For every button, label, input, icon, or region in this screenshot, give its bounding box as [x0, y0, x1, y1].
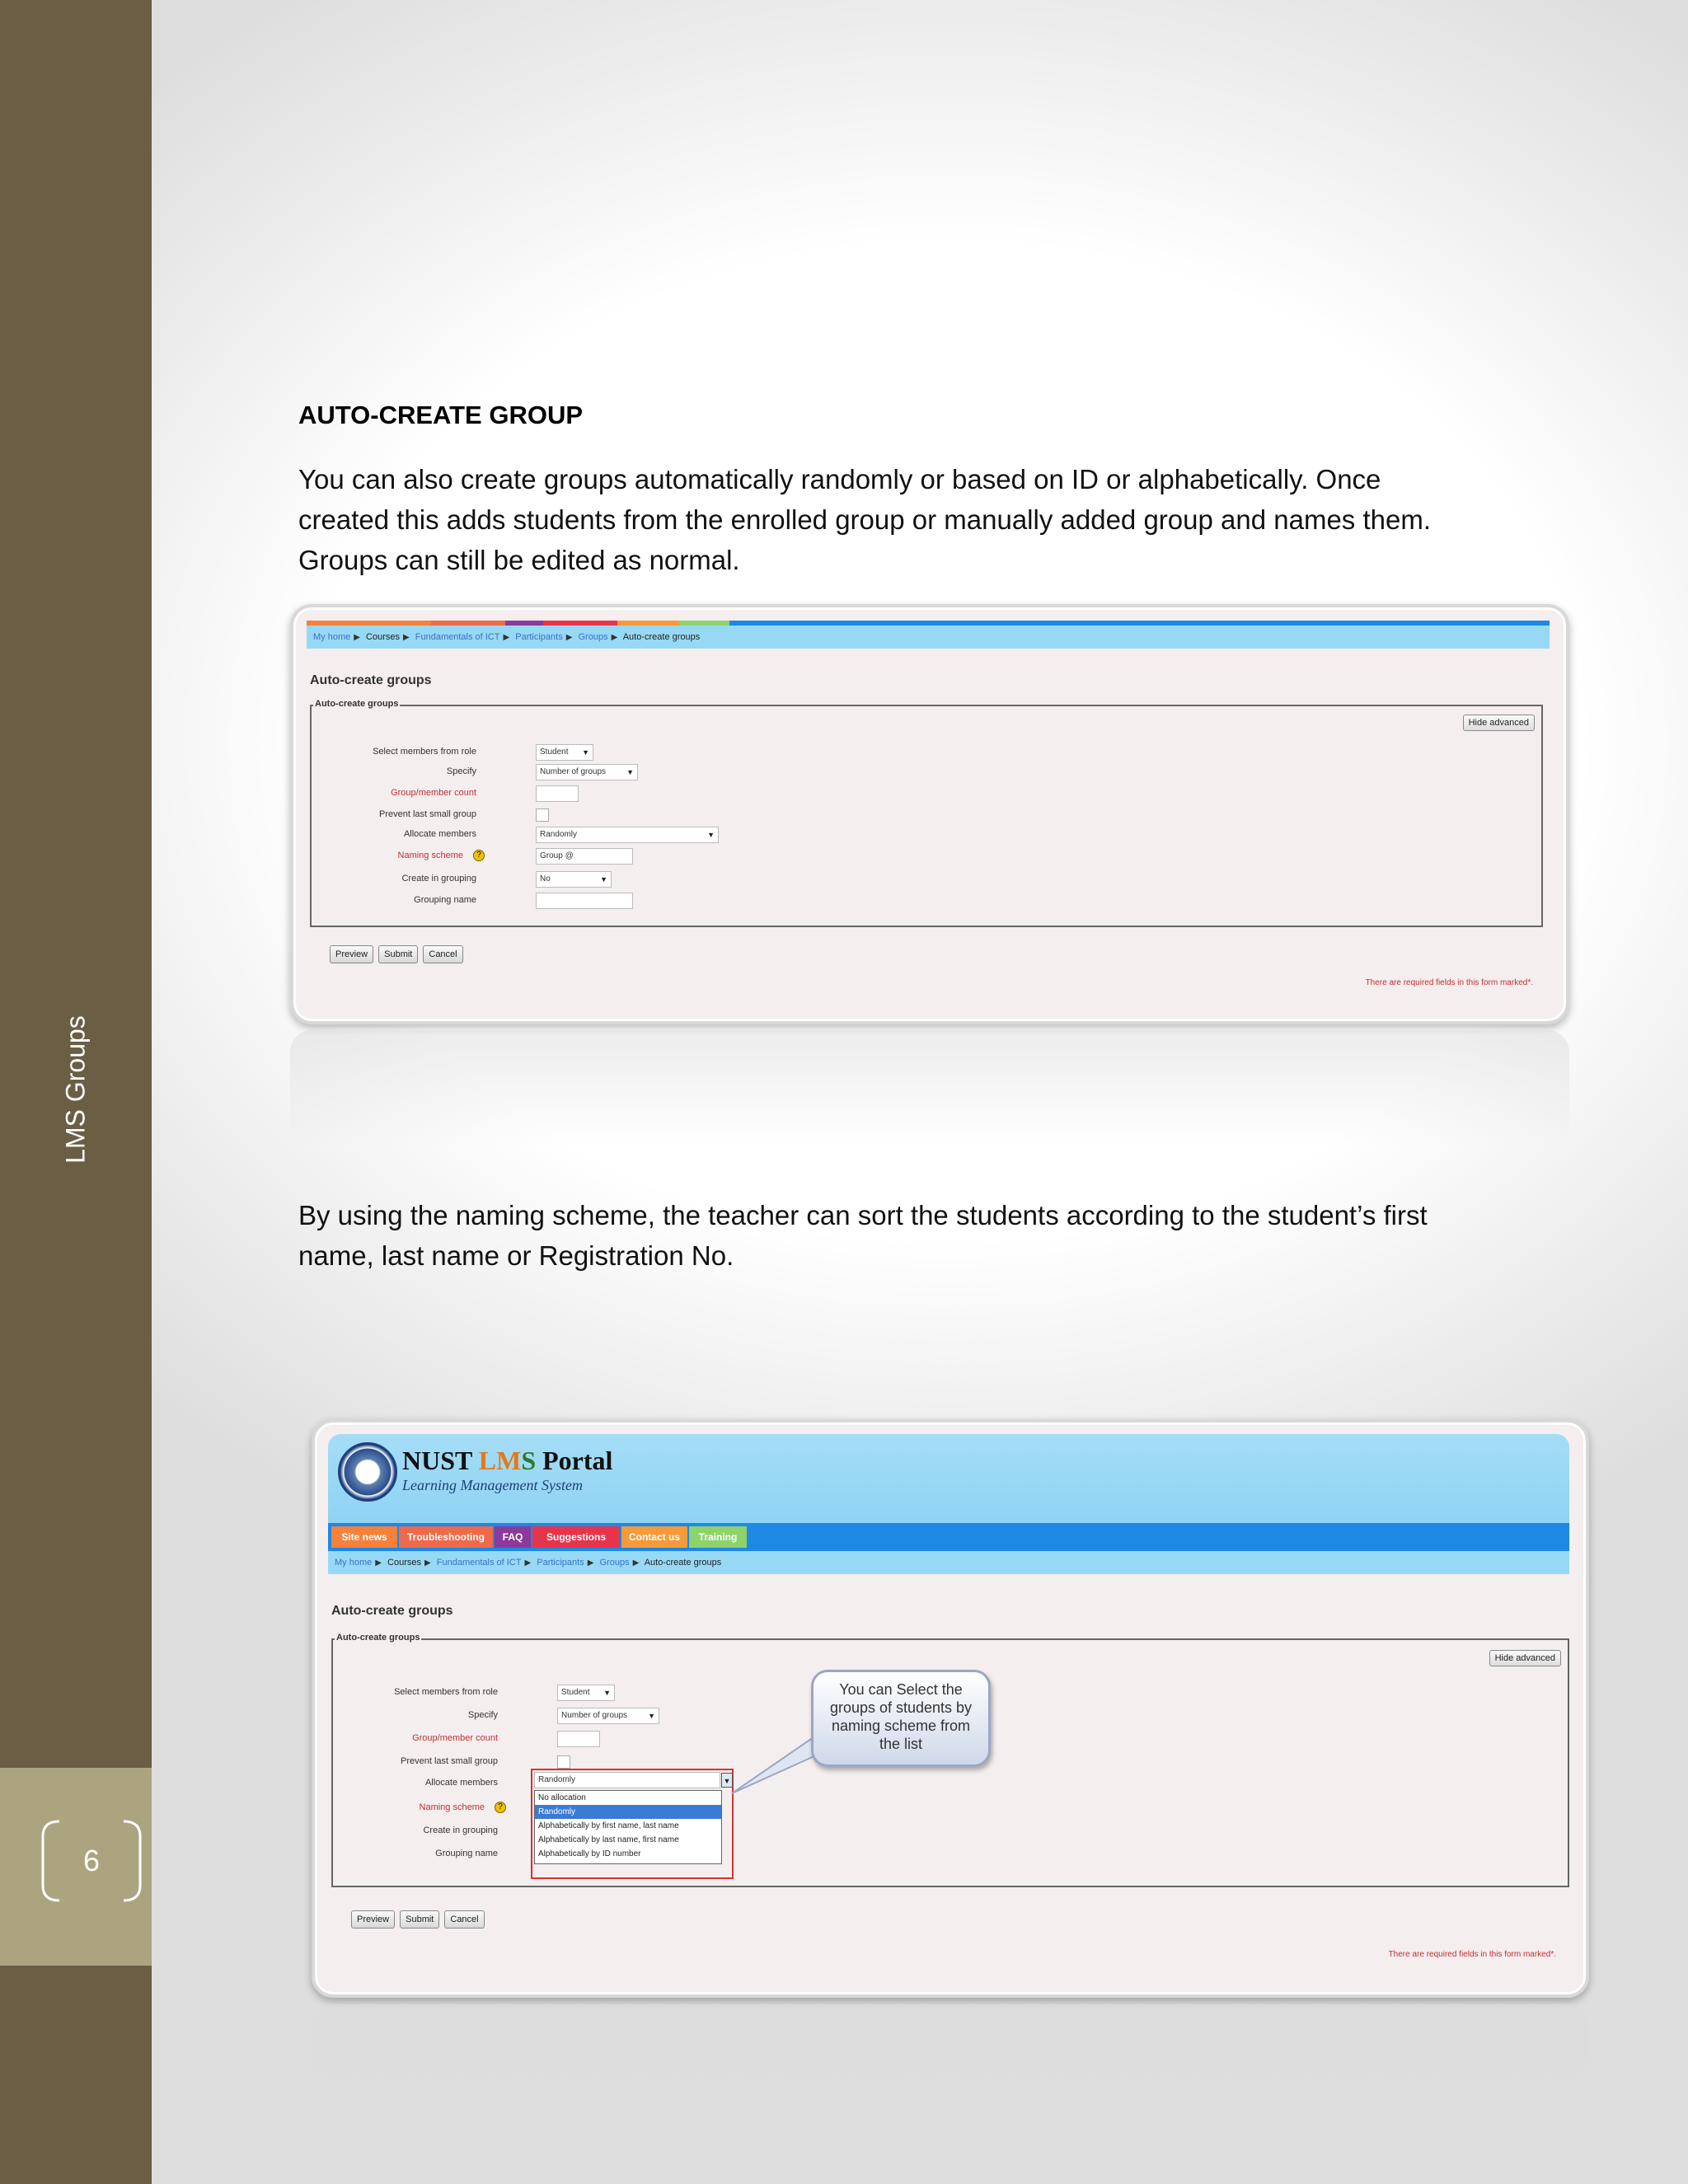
prevent-small-checkbox[interactable] [557, 1755, 570, 1769]
portal-title: NUST LMS Portal [402, 1446, 613, 1475]
screenshot-auto-create-form [290, 604, 1569, 1024]
specify-label: Specify [446, 766, 476, 776]
portal-subtitle: Learning Management System [402, 1477, 583, 1493]
chevron-down-icon: ▼ [707, 831, 715, 839]
naming-scheme-row [345, 848, 921, 866]
option-last-first[interactable]: Alphabetically by last name, first name [538, 1835, 679, 1844]
prevent-small-label: Prevent last small group [401, 1756, 498, 1766]
group-count-label: Group/member count [412, 1733, 498, 1743]
group-count-input[interactable] [536, 785, 579, 802]
breadcrumb-current: Auto-create groups [644, 1558, 722, 1568]
breadcrumb-groups[interactable]: Groups [599, 1558, 630, 1568]
screenshot-reflection [312, 2004, 1589, 2169]
form-fieldset [310, 699, 1543, 927]
grouping-name-input[interactable] [536, 893, 633, 909]
group-count-input[interactable] [557, 1731, 600, 1747]
chevron-down-icon: ▼ [582, 748, 589, 757]
allocate-members-label: Allocate members [424, 1778, 498, 1788]
form-heading: Auto-create groups [310, 673, 432, 687]
portal-navbar [328, 1523, 1569, 1551]
nav-site-news[interactable]: Site news [331, 1526, 397, 1548]
cancel-button[interactable]: Cancel [423, 945, 462, 963]
submit-button[interactable]: Submit [400, 1910, 439, 1929]
form-heading: Auto-create groups [331, 1604, 453, 1618]
form-buttons [351, 1910, 485, 1929]
page-number-box [0, 1768, 152, 1966]
submit-button[interactable]: Submit [378, 945, 418, 963]
naming-scheme-paragraph: By using the naming scheme, the teacher can sort the students according to the student’s first name, last name or Registration No. [298, 1200, 1428, 1271]
nav-training[interactable]: Training [689, 1526, 747, 1548]
select-members-label: Select members from role [394, 1687, 498, 1697]
option-first-last[interactable]: Alphabetically by first name, last name [538, 1821, 679, 1830]
grouping-name-label: Grouping name [414, 895, 476, 905]
form-fieldset [331, 1633, 1569, 1887]
intro-paragraph: You can also create groups automatically randomly or based on ID or alphabetically. Once created this adds students from the enrolled group or manually added group and names them. Groups can still be edited as normal. [298, 464, 1431, 575]
callout-pointer-icon [729, 1731, 819, 1797]
allocate-members-select[interactable]: Randomly ▼ [536, 827, 719, 843]
breadcrumb-my-home[interactable]: My home [313, 632, 351, 642]
callout-note: You can Select the groups of students by naming scheme from the list [811, 1670, 991, 1767]
specify-select[interactable]: Number of groups ▼ [557, 1708, 659, 1724]
sidebar [0, 0, 152, 2184]
select-members-select[interactable]: Student ▼ [557, 1685, 615, 1701]
prevent-small-row [345, 807, 921, 825]
select-members-row [345, 744, 921, 762]
nav-faq[interactable]: FAQ [495, 1526, 531, 1548]
help-icon[interactable]: ? [473, 850, 485, 861]
chevron-down-icon: ▼ [600, 875, 607, 883]
specify-label: Specify [467, 1710, 498, 1720]
specify-select[interactable]: Number of groups ▼ [536, 764, 638, 780]
nav-contact-us[interactable]: Contact us [621, 1526, 687, 1548]
naming-scheme-label: Naming scheme [419, 1802, 485, 1812]
required-note: There are required fields in this form marked*. [1388, 1950, 1556, 1959]
form-buttons [330, 945, 463, 963]
select-members-label: Select members from role [373, 747, 476, 757]
allocate-options-list[interactable] [534, 1790, 722, 1864]
chevron-down-icon: ▼ [603, 1689, 611, 1697]
allocate-members-row [345, 827, 921, 845]
chevron-down-icon[interactable]: ▼ [721, 1773, 733, 1788]
breadcrumb-courses[interactable]: Courses [387, 1558, 421, 1568]
naming-scheme-input[interactable]: Group @ [536, 848, 633, 865]
grouping-name-label: Grouping name [435, 1849, 498, 1858]
prevent-small-label: Prevent last small group [379, 809, 476, 819]
allocate-dropdown-highlight [531, 1769, 734, 1879]
breadcrumb-current: Auto-create groups [622, 632, 701, 642]
breadcrumb: My home ▶ Courses ▶ Fundamentals of ICT ▶ Participants ▶ Groups ▶ Auto-create groups [307, 626, 1550, 649]
create-grouping-label: Create in grouping [401, 874, 476, 883]
group-count-label: Group/member count [391, 788, 476, 798]
create-grouping-select[interactable]: No ▼ [536, 871, 612, 888]
page-number-bracket [41, 1820, 142, 1902]
breadcrumb-courses[interactable]: Courses [366, 632, 400, 642]
breadcrumb: My home ▶ Courses ▶ Fundamentals of ICT ▶ Participants ▶ Groups ▶ Auto-create groups [328, 1551, 1569, 1574]
breadcrumb-participants[interactable]: Participants [537, 1558, 584, 1568]
breadcrumb-participants[interactable]: Participants [515, 632, 563, 642]
preview-button[interactable]: Preview [330, 945, 373, 963]
nav-suggestions[interactable]: Suggestions [532, 1526, 620, 1548]
screenshot-portal-naming-scheme [312, 1419, 1589, 1998]
option-randomly[interactable]: Randomly [535, 1805, 721, 1819]
fieldset-legend: Auto-create groups [315, 699, 399, 709]
required-note: There are required fields in this form marked*. [1365, 978, 1533, 987]
specify-row [345, 764, 921, 782]
naming-scheme-label: Naming scheme [397, 851, 463, 860]
preview-button[interactable]: Preview [351, 1910, 395, 1929]
chevron-down-icon: ▼ [626, 768, 634, 776]
cancel-button[interactable]: Cancel [444, 1910, 484, 1929]
fieldset-legend: Auto-create groups [336, 1633, 420, 1643]
option-id-number[interactable]: Alphabetically by ID number [538, 1849, 641, 1858]
chevron-down-icon: ▼ [648, 1712, 655, 1720]
hide-advanced-button[interactable]: Hide advanced [1463, 715, 1535, 731]
option-no-allocation[interactable]: No allocation [538, 1793, 586, 1802]
create-grouping-label: Create in grouping [423, 1825, 498, 1835]
sidebar-title: LMS Groups [60, 1015, 91, 1164]
allocate-members-label: Allocate members [403, 829, 476, 839]
nav-troubleshooting[interactable]: Troubleshooting [399, 1526, 493, 1548]
section-title: AUTO-CREATE GROUP [298, 401, 584, 429]
portal-header [328, 1434, 1569, 1523]
help-icon[interactable]: ? [495, 1802, 506, 1813]
grouping-name-row [345, 893, 921, 911]
prevent-small-checkbox[interactable] [536, 808, 549, 822]
breadcrumb-groups[interactable]: Groups [578, 632, 608, 642]
breadcrumb-course[interactable]: Fundamentals of ICT [415, 632, 500, 642]
breadcrumb-course[interactable]: Fundamentals of ICT [436, 1558, 522, 1568]
select-members-select[interactable]: Student ▼ [536, 744, 593, 761]
allocate-members-select[interactable]: Randomly ▼ [534, 1772, 720, 1788]
nust-logo-icon [338, 1442, 397, 1502]
screenshot-reflection [290, 1030, 1569, 1146]
hide-advanced-button[interactable]: Hide advanced [1489, 1650, 1561, 1666]
breadcrumb-my-home[interactable]: My home [335, 1558, 373, 1568]
create-grouping-row [345, 871, 921, 889]
page-number: 6 [82, 1844, 101, 1877]
group-count-row [345, 785, 921, 804]
